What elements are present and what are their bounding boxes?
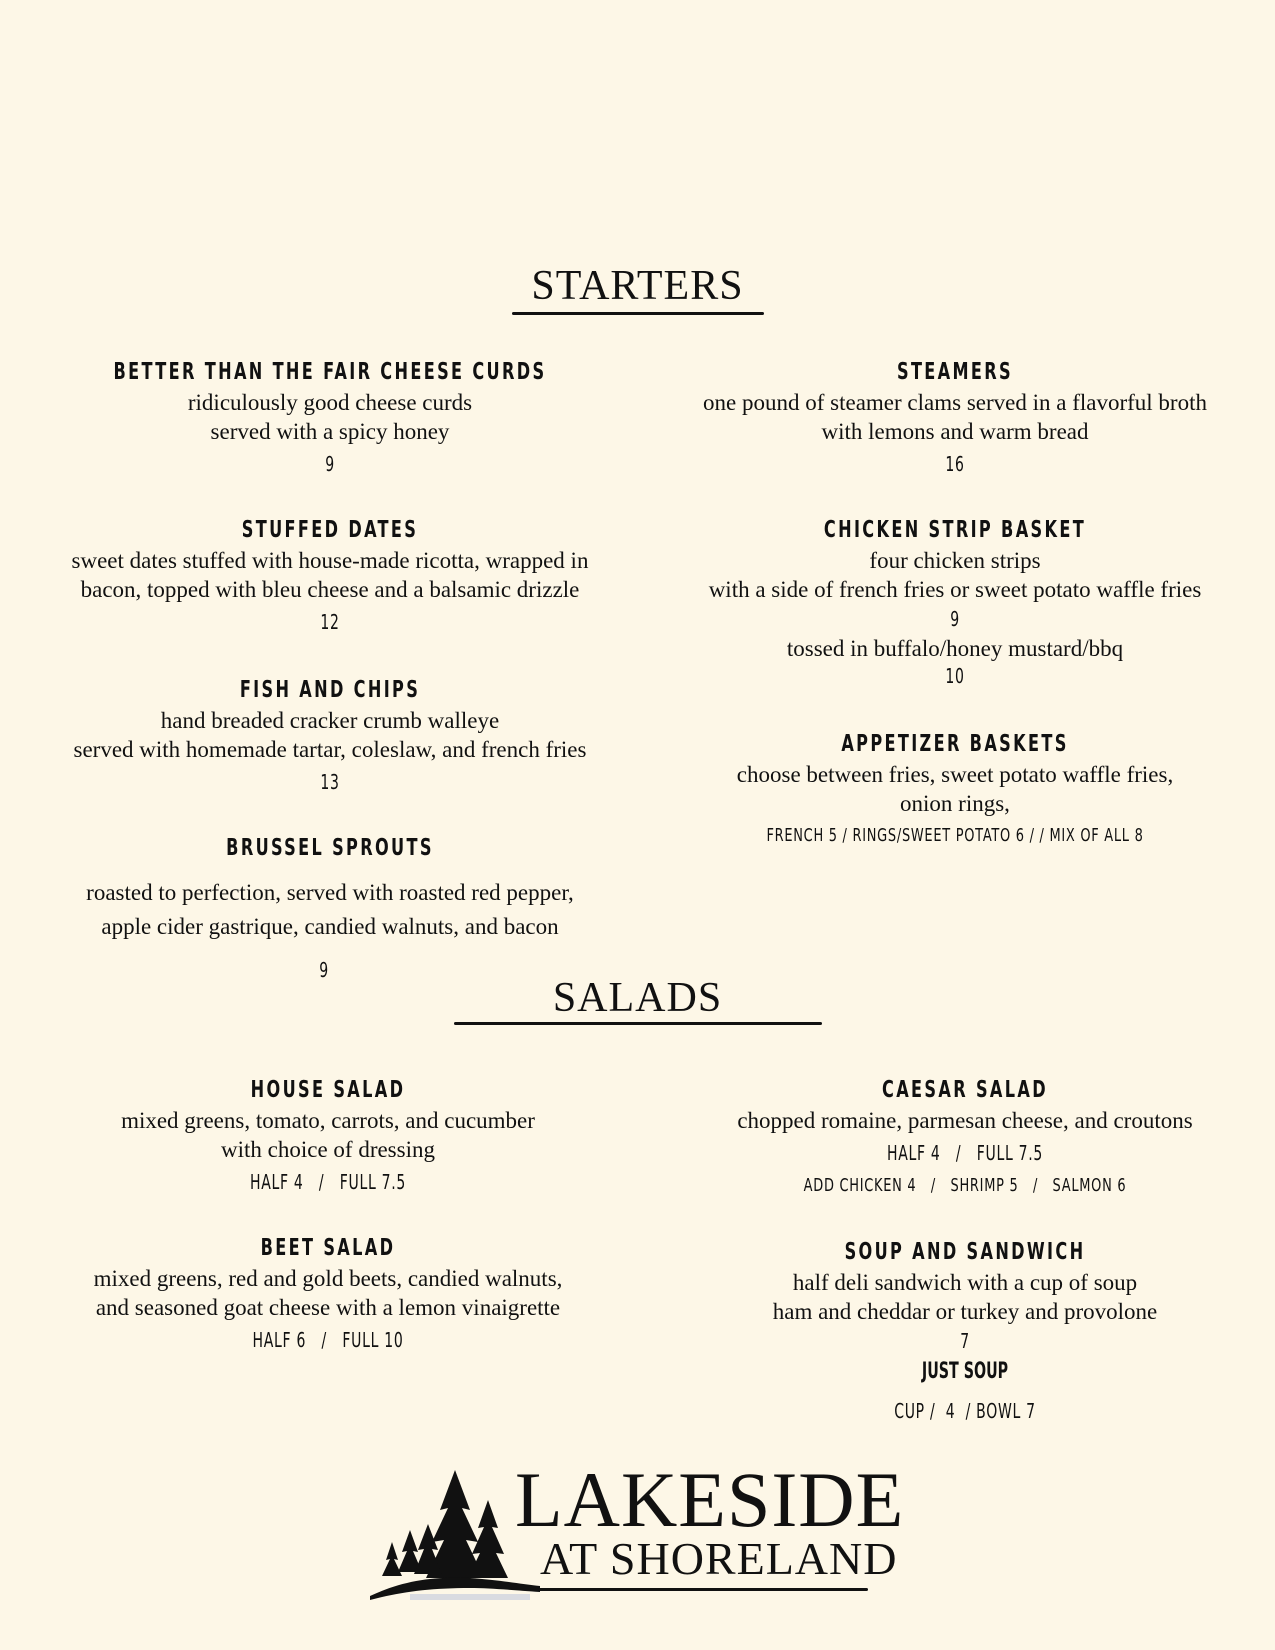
menu-item-beet-salad: [28, 1232, 628, 1358]
item-price: HALF 4 / FULL 7.5: [886, 1141, 1044, 1165]
item-extra-option: tossed in buffalo/honey mustard/bbq: [786, 636, 1124, 661]
item-price: 9: [950, 607, 960, 631]
logo-main-text: LAKESIDE: [515, 1456, 905, 1543]
menu-item-brussel-sprouts: [30, 832, 630, 988]
item-price: FRENCH 5 / RINGS/SWEET POTATO 6 / / MIX OF ALL 8: [766, 825, 1144, 846]
item-desc: mixed greens, red and gold beets, candied walnuts,: [93, 1266, 563, 1291]
menu-item-steamers: [655, 356, 1255, 482]
item-desc: with lemons and warm bread: [821, 419, 1089, 444]
item-desc: roasted to perfection, served with roasted red pepper,: [86, 880, 574, 905]
item-desc: ham and cheddar or turkey and provolone: [772, 1299, 1158, 1324]
item-desc: apple cider gastrique, candied walnuts, and bacon: [101, 914, 559, 939]
item-name: FISH AND CHIPS: [239, 677, 421, 703]
menu-item-soup-and-sandwich: [665, 1236, 1265, 1434]
menu-item-fish-and-chips: [30, 674, 630, 800]
item-desc: ridiculously good cheese curds: [187, 390, 473, 415]
item-price: 16: [945, 452, 965, 476]
item-desc: onion rings,: [900, 791, 1010, 816]
item-name: BETTER THAN THE FAIR CHEESE CURDS: [113, 359, 547, 385]
item-price: 7: [960, 1329, 970, 1353]
item-desc: one pound of steamer clams served in a flavorful broth: [703, 390, 1207, 415]
item-desc: four chicken strips: [869, 548, 1041, 573]
item-desc: hand breaded cracker crumb walleye: [160, 708, 500, 733]
salads-rule: [454, 1022, 822, 1025]
menu-item-cheese-curds: [30, 356, 630, 482]
starters-title: STARTERS: [531, 263, 744, 309]
item-desc: with a side of french fries or sweet potato waffle fries: [708, 577, 1202, 602]
item-desc: served with homemade tartar, coleslaw, and french fries: [73, 737, 587, 762]
item-desc: mixed greens, tomato, carrots, and cucumber: [121, 1108, 535, 1133]
item-name: CHICKEN STRIP BASKET: [823, 517, 1087, 543]
item-desc: served with a spicy honey: [210, 419, 450, 444]
item-sub-price: CUP / 4 / BOWL 7: [894, 1399, 1036, 1423]
salads-title: SALADS: [552, 975, 723, 1021]
item-desc: half deli sandwich with a cup of soup: [792, 1270, 1138, 1295]
item-desc: with choice of dressing: [221, 1137, 435, 1162]
item-desc: chopped romaine, parmesan cheese, and croutons: [737, 1108, 1193, 1133]
item-addons: ADD CHICKEN 4 / SHRIMP 5 / SALMON 6: [803, 1175, 1127, 1196]
item-price: 12: [320, 610, 340, 634]
starters-rule: [512, 312, 764, 315]
item-desc: and seasoned goat cheese with a lemon vinaigrette: [95, 1295, 561, 1320]
item-name: HOUSE SALAD: [250, 1077, 406, 1103]
item-desc: bacon, topped with bleu cheese and a balsamic drizzle: [80, 577, 580, 602]
item-name: APPETIZER BASKETS: [841, 731, 1069, 757]
item-name: STUFFED DATES: [241, 517, 419, 543]
item-price: 9: [325, 452, 335, 476]
menu-item-chicken-strip-basket: [655, 514, 1255, 689]
item-name: BEET SALAD: [260, 1235, 396, 1261]
menu-item-house-salad: [28, 1074, 628, 1200]
item-price: HALF 4 / FULL 7.5: [249, 1170, 407, 1194]
item-name: STEAMERS: [896, 359, 1014, 385]
item-desc: choose between fries, sweet potato waffle fries,: [736, 762, 1174, 787]
logo-rule: [538, 1588, 868, 1591]
item-extra-price: 10: [945, 664, 965, 688]
item-name: BRUSSEL SPROUTS: [226, 835, 434, 861]
menu-item-stuffed-dates: [30, 514, 630, 640]
item-desc: sweet dates stuffed with house-made ricotta, wrapped in: [71, 548, 589, 573]
logo-sub-text: AT SHORELAND: [540, 1533, 898, 1584]
restaurant-logo: [370, 1456, 910, 1600]
menu-item-appetizer-baskets: [655, 728, 1255, 854]
item-price: 9: [319, 958, 329, 982]
item-price: HALF 6 / FULL 10: [252, 1328, 404, 1352]
item-price: 13: [320, 770, 340, 794]
menu-item-caesar-salad: [665, 1074, 1265, 1201]
item-sub-name: JUST SOUP: [921, 1359, 1009, 1384]
item-name: CAESAR SALAD: [882, 1077, 1048, 1103]
item-name: SOUP AND SANDWICH: [844, 1239, 1086, 1265]
